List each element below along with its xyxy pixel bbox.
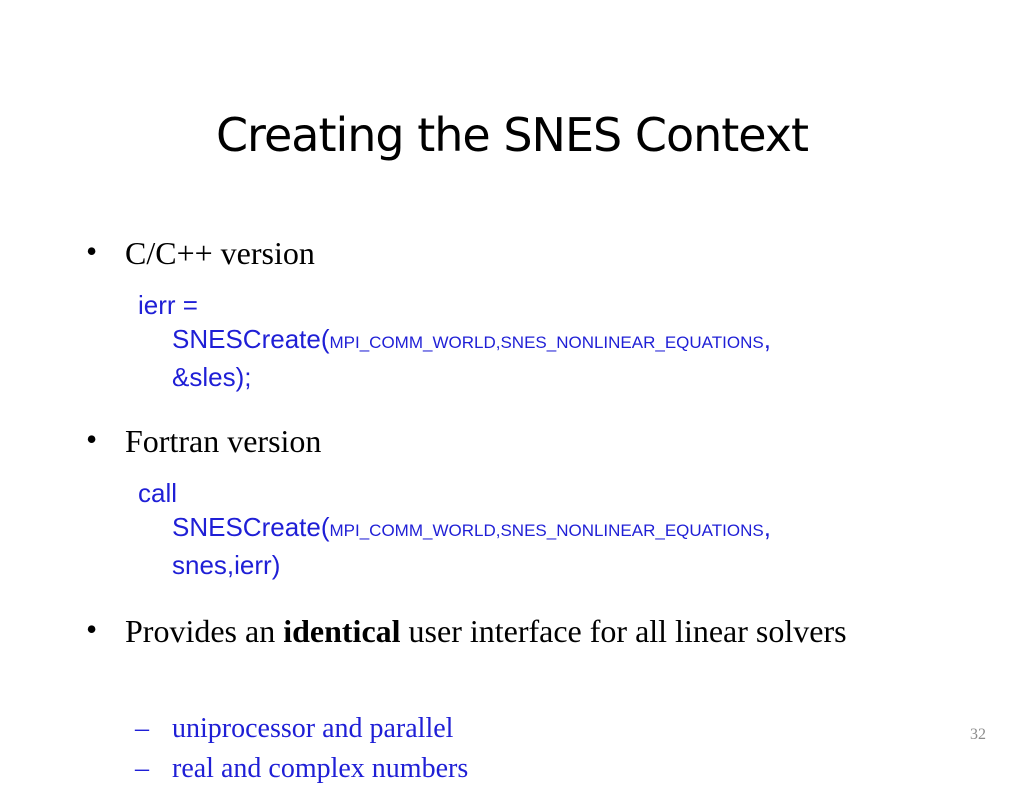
bullet-marker: • (86, 611, 98, 647)
bullet-text-fortran: Fortran version (125, 423, 322, 459)
code-function: SNESCreate( (172, 512, 330, 542)
code-line: call (138, 478, 178, 508)
bullet-text-interface (125, 610, 945, 652)
code-args: MPI_COMM_WORLD,SNES_NONLINEAR_EQUATIONS (329, 521, 764, 540)
code-separator: , (763, 512, 771, 542)
sub-bullet-text: uniprocessor and parallel (172, 713, 454, 744)
code-line (138, 322, 771, 360)
bullet-text-cpp: C/C++ version (125, 235, 315, 271)
bullet-marker: • (86, 421, 98, 457)
bullet-marker: • (86, 233, 98, 269)
code-function: SNESCreate( (172, 324, 330, 354)
sub-bullet-text: real and complex numbers (172, 753, 469, 784)
slide-title: Creating the SNES Context (215, 108, 809, 162)
code-separator: , (763, 324, 771, 354)
bullet-text-bold: identical (283, 613, 401, 649)
sub-bullet-marker: – (135, 753, 149, 784)
bullet-text-post: user interface for all linear solvers (400, 613, 847, 649)
code-line: snes,ierr) (172, 550, 281, 580)
code-block-fortran (138, 476, 771, 582)
code-args: MPI_COMM_WORLD,SNES_NONLINEAR_EQUATIONS (329, 333, 764, 352)
code-block-cpp (138, 288, 771, 394)
code-line (138, 510, 771, 548)
code-line: &sles); (172, 362, 252, 392)
page-number: 32 (970, 726, 986, 743)
bullet-text-pre: Provides an (125, 613, 284, 649)
code-line: ierr = (138, 290, 198, 320)
sub-bullet-marker: – (135, 713, 149, 744)
